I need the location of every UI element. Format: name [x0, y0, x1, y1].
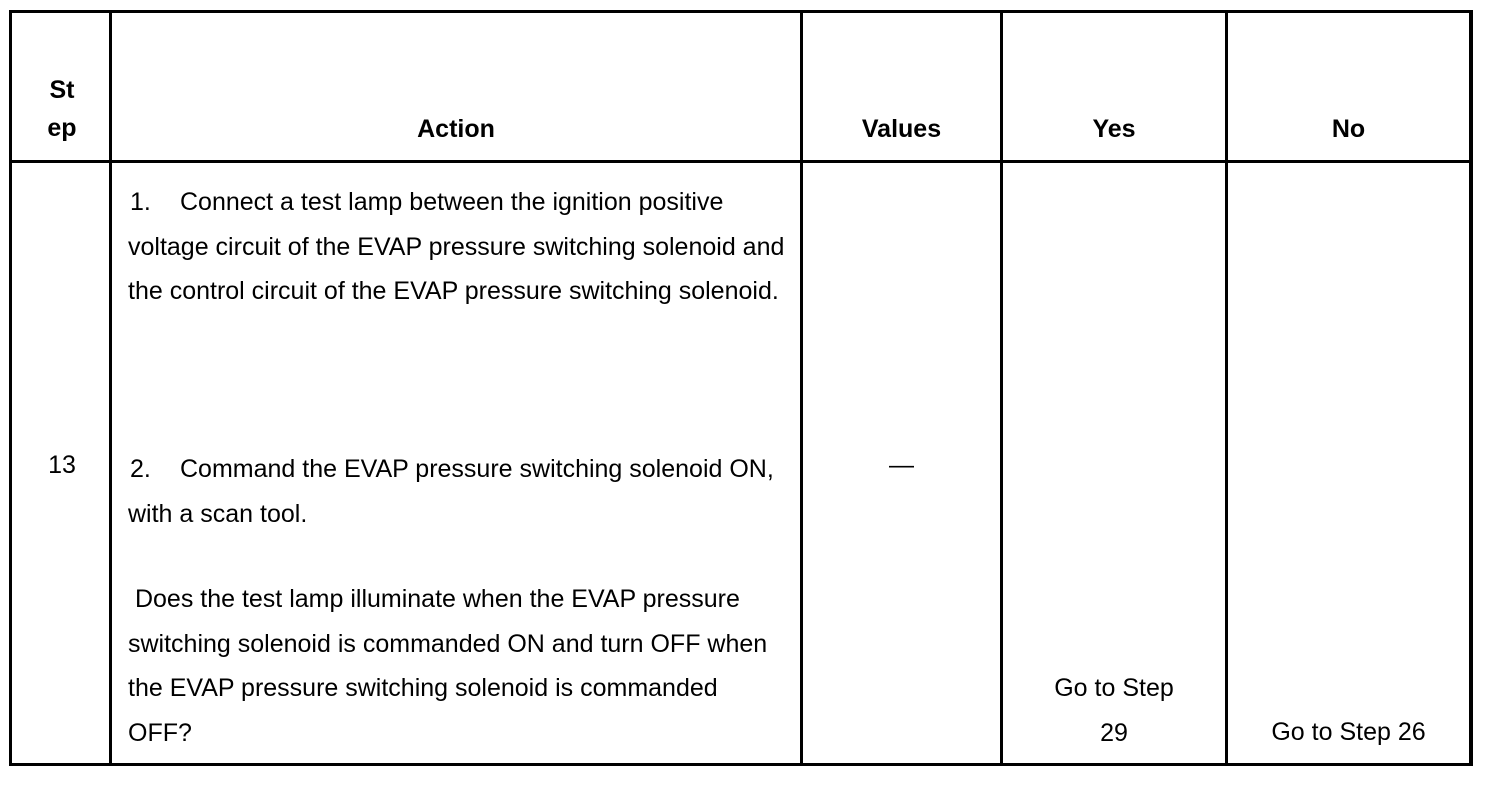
action-item-2: [128, 447, 788, 536]
column-divider: [1469, 13, 1472, 763]
header-step: St ep: [47, 76, 77, 142]
header-divider: [12, 160, 1470, 163]
action-item-1: [128, 180, 788, 314]
header-yes: Yes: [1092, 115, 1136, 143]
no-cell: Go to Step 26: [1271, 718, 1426, 746]
step-number: 13: [48, 451, 76, 479]
action-item-1-number: 1.: [130, 188, 151, 216]
action-item-2-number: 2.: [130, 455, 151, 483]
yes-cell: Go to Step 29: [1054, 674, 1174, 747]
header-no: No: [1331, 115, 1366, 143]
action-question: Does the test lamp illuminate when the EVAP pressure switching solenoid is commanded ON and turn OFF when the EVAP pressure switching solenoid is commanded OFF?: [128, 585, 775, 747]
header-values: Values: [861, 115, 942, 143]
header-action: Action: [417, 115, 495, 143]
action-item-1-text: Connect a test lamp between the ignition positive voltage circuit of the EVAP pressure switching solenoid and the control circuit of the EVAP pressure switching solenoid.: [128, 188, 785, 305]
values-cell: —: [889, 451, 914, 479]
diagnostic-table: [9, 10, 1473, 766]
action-item-2-text: Command the EVAP pressure switching solenoid ON, with a scan tool.: [128, 455, 774, 528]
